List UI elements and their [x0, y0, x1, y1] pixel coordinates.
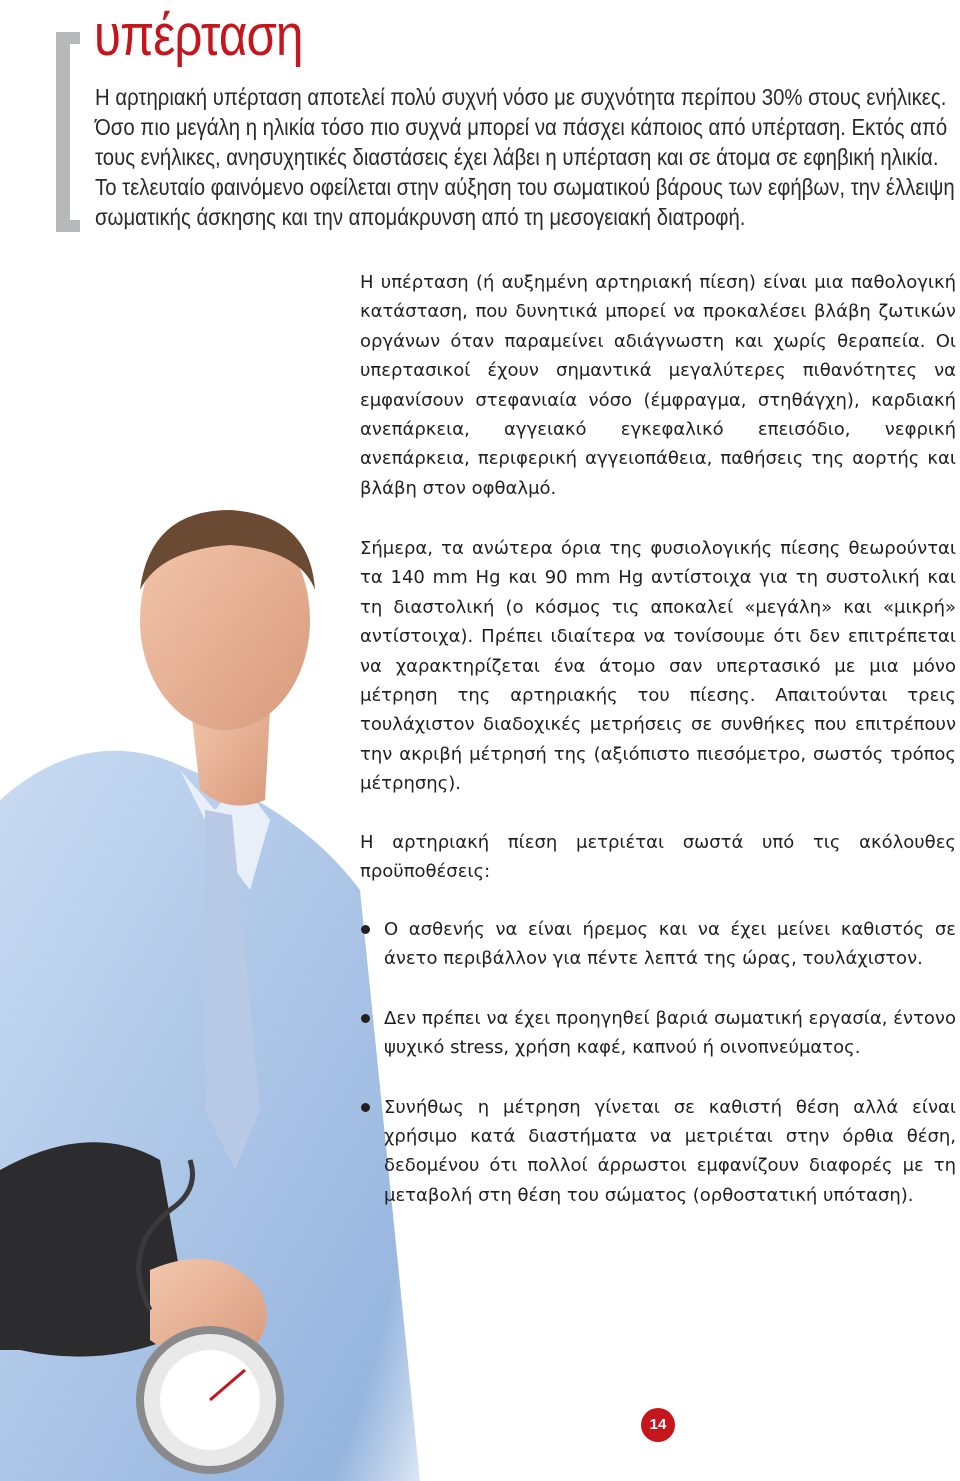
list-item	[360, 1093, 956, 1211]
paragraph-limits: Σήμερα, τα ανώτερα όρια της φυσιολογικής πίεσης θεωρούνται τα 140 mm Hg και 90 mm Hg αντίστοιχα για τη συστολική και τη διαστολική (ο κόσμος τις αποκαλεί «μεγάλη» και «μικρή» αντίστοιχα). Πρέπει ιδιαίτερα να τονίσουμε ότι δεν επιτρέπεται να χαρακτηρίζεται ένα άτομο σαν υπερτασικό με μια μόνο μέτρηση της αρτηριακής του πίεσης. Απαιτούνται τρεις τουλάχιστον διαδοχικές μετρήσεις σε συνθήκες που επιτρέπουν την ακριβή μέτρησή της (αξιόπιστο πιεσόμετρο, σωστός τρόπος μέτρησης).	[360, 538, 956, 795]
list-item-text: Δεν πρέπει να έχει προηγηθεί βαριά σωματική εργασία, έντονο ψυχικό stress, χρήση καφέ, καπνού ή οινοπνεύματος.	[384, 1007, 956, 1059]
page-number: 14	[641, 1408, 675, 1442]
paragraph-definition: Η υπέρταση (ή αυξημένη αρτηριακή πίεση) είναι μια παθολογική κατάσταση, που δυνητικά μπορεί να προκαλέσει βλάβη ζωτικών οργάνων όταν παραμείνει αδιάγνωστη και χωρίς θεραπεία. Οι υπερτασικοί έχουν σημαντικά μεγαλύτερες πιθανότητες να εμφανίσουν στεφανιαία νόσο (έμφραγμα, στηθάγχη), καρδιακή ανεπάρκεια, αγγειακό εγκεφαλικό επεισόδιο, νεφρική ανεπάρκεια, περιφερική αγγειοπάθεια, παθήσεις της αορτής και βλάβη στον οφθαλμό.	[360, 272, 956, 499]
list-item	[360, 1004, 956, 1063]
intro-line: Η αρτηριακή υπέρταση αποτελεί πολύ συχνή νόσο με συχνότητα περίπου 30% στους ενήλικες.	[95, 84, 947, 110]
conditions-list	[360, 915, 956, 1210]
bullet-icon	[361, 1014, 370, 1023]
intro-line: σωματικής άσκησης και την απομάκρυνση από τη μεσογειακή διατροφή.	[95, 204, 746, 230]
list-item-text: Συνήθως η μέτρηση γίνεται σε καθιστή θέση αλλά είναι χρήσιμο κατά διαστήματα να μετριέται στην όρθια θέση, δεδομένου ότι πολλοί άρρωστοι εμφανίζουν διαφορές με τη μεταβολή στη θέση του σώματος (ορθοστατική υπόταση).	[384, 1096, 956, 1206]
intro-line: Όσο πιο μεγάλη η ηλικία τόσο πιο συχνά μπορεί να πάσχει κάποιος από υπέρταση. Εκτός από	[95, 114, 948, 140]
bullet-icon	[361, 1103, 370, 1112]
paragraph-conditions: Η αρτηριακή πίεση μετριέται σωστά υπό τις ακόλουθες προϋποθέσεις:	[360, 832, 956, 883]
list-item	[360, 915, 956, 974]
intro-line: Το τελευταίο φαινόμενο οφείλεται στην αύξηση του σωματικού βάρους των εφήβων, την έλλειψη	[95, 174, 955, 200]
intro-bracket	[56, 32, 80, 232]
bullet-icon	[361, 925, 370, 934]
intro-text	[95, 82, 960, 232]
intro-line: τους ενήλικες, ανησυχητικές διαστάσεις έχει λάβει η υπέρταση και σε άτομα σε εφηβική ηλικία.	[95, 144, 939, 170]
page-title: υπέρταση	[94, 3, 303, 68]
list-item-text: Ο ασθενής να είναι ήρεμος και να έχει μείνει καθιστός σε άνετο περιβάλλον για πέντε λεπτά της ώρας, τουλάχιστον.	[384, 919, 956, 970]
